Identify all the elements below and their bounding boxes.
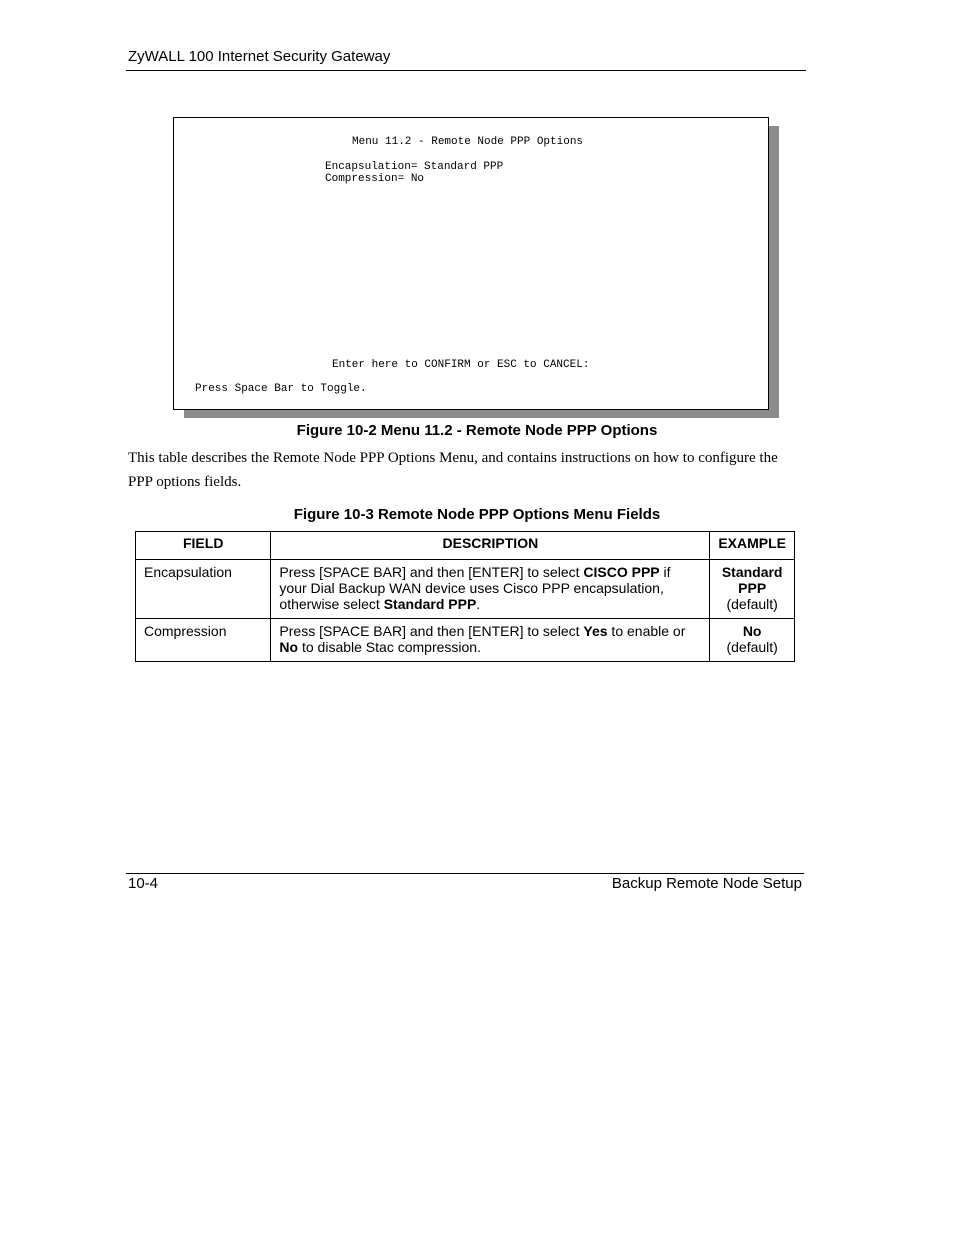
- footer-section-title: Backup Remote Node Setup: [611, 875, 802, 892]
- desc-text: .: [476, 596, 481, 612]
- field-cell: Encapsulation: [136, 560, 271, 619]
- example-cell: [710, 619, 795, 662]
- desc-bold: Yes: [583, 623, 608, 639]
- terminal-encapsulation-line: Encapsulation= Standard PPP: [325, 161, 504, 173]
- table-row: [136, 560, 795, 619]
- fields-table: [135, 531, 795, 662]
- desc-bold: No: [279, 639, 299, 655]
- desc-text: Press [SPACE BAR] and then [ENTER] to select: [279, 623, 584, 639]
- terminal-screenshot: [173, 117, 769, 410]
- header-description: DESCRIPTION: [271, 532, 710, 560]
- desc-text: to disable Stac compression.: [298, 639, 481, 655]
- field-cell: Compression: [136, 619, 271, 662]
- intro-paragraph: This table describes the Remote Node PPP Options Menu, and contains instructions on how to configure the PPP options fields.: [128, 450, 778, 490]
- example-cell: [710, 560, 795, 619]
- desc-bold: CISCO PPP: [583, 564, 660, 580]
- description-cell: [271, 619, 710, 662]
- desc-text: to enable or: [607, 623, 686, 639]
- header-rule: [126, 70, 806, 71]
- example-value: Standard PPP: [721, 564, 783, 596]
- table-header-row: [136, 532, 795, 560]
- desc-text: Press [SPACE BAR] and then [ENTER] to select: [279, 564, 584, 580]
- example-note: (default): [726, 639, 778, 655]
- page-number: 10-4: [128, 875, 159, 892]
- figure-2-caption: Figure 10-2 Menu 11.2 - Remote Node PPP Options: [296, 422, 658, 439]
- header-example: EXAMPLE: [710, 532, 795, 560]
- example-note: (default): [726, 596, 778, 612]
- terminal-menu-title: Menu 11.2 - Remote Node PPP Options: [352, 136, 584, 148]
- footer-rule: [126, 873, 804, 874]
- table-row: [136, 619, 795, 662]
- terminal-hint-line: Press Space Bar to Toggle.: [195, 383, 367, 395]
- terminal-confirm-line: Enter here to CONFIRM or ESC to CANCEL:: [332, 359, 590, 371]
- running-header: ZyWALL 100 Internet Security Gateway: [128, 48, 391, 65]
- header-field: FIELD: [136, 532, 271, 560]
- figure-3-caption: Figure 10-3 Remote Node PPP Options Menu Fields: [293, 506, 661, 523]
- desc-bold: Standard PPP: [383, 596, 477, 612]
- desc-text: if your Dial Backup WAN device uses Cisco PPP encapsulation, otherwise select: [279, 564, 671, 612]
- description-cell: [271, 560, 710, 619]
- example-value: No: [742, 623, 762, 639]
- terminal-compression-line: Compression= No: [325, 173, 425, 185]
